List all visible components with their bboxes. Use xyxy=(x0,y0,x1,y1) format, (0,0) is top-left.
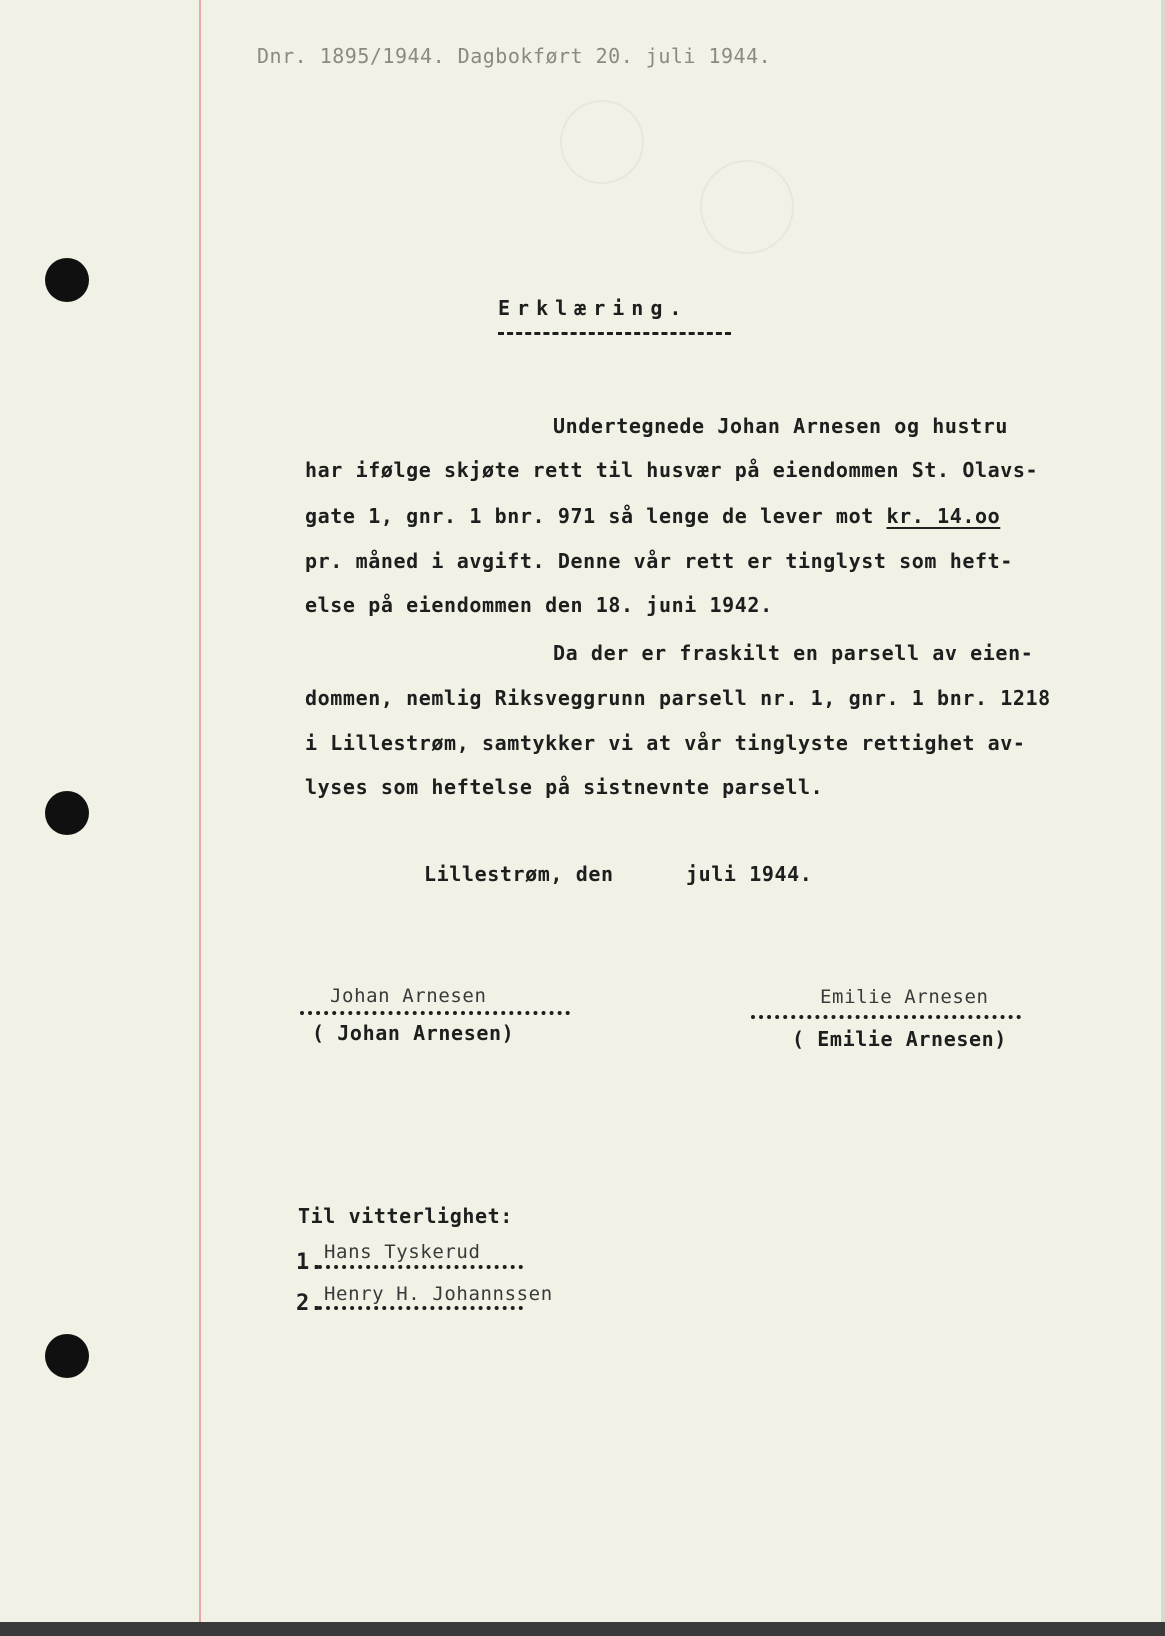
witness-2-dotted-line xyxy=(318,1306,523,1310)
paragraph-1-line-3 xyxy=(305,504,1000,528)
left-signature: Johan Arnesen xyxy=(330,985,487,1007)
faint-stamp-mark xyxy=(700,160,794,254)
paragraph-1-line-1: Undertegnede Johan Arnesen og hustru xyxy=(553,414,1009,438)
paragraph-1-line-4: pr. måned i avgift. Denne vår rett er tinglyst som heft- xyxy=(305,549,1013,573)
paragraph-2-line-1: Da der er fraskilt en parsell av eien- xyxy=(553,641,1034,665)
paragraph-1-line-3-text: gate 1, gnr. 1 bnr. 971 så lenge de lever mot xyxy=(305,504,887,528)
right-typed-name: ( Emilie Arnesen) xyxy=(792,1027,1007,1051)
date-text: juli 1944. xyxy=(686,862,813,886)
punch-hole-top xyxy=(45,258,89,302)
place-text: Lillestrøm, den xyxy=(424,862,614,886)
witness-1-number: 1. xyxy=(296,1250,324,1275)
paragraph-1-line-2: har ifølge skjøte rett til husvær på eiendommen St. Olavs- xyxy=(305,458,1039,482)
rent-amount: kr. 14.oo xyxy=(886,504,1001,528)
witness-1-signature: Hans Tyskerud xyxy=(324,1241,481,1263)
punch-hole-bottom xyxy=(45,1334,89,1378)
title-underline xyxy=(498,332,731,335)
paragraph-1-line-5: else på eiendommen den 18. juni 1942. xyxy=(305,593,773,617)
margin-rule xyxy=(199,0,201,1622)
faint-stamp-mark xyxy=(560,100,644,184)
left-signature-dotted-line xyxy=(300,1011,570,1015)
left-typed-name: ( Johan Arnesen) xyxy=(312,1021,515,1045)
registry-line: Dnr. 1895/1944. Dagbokført 20. juli 1944. xyxy=(257,44,772,68)
witness-2-signature: Henry H. Johannssen xyxy=(324,1283,553,1305)
paragraph-2-line-3: i Lillestrøm, samtykker vi at vår tinglyste rettighet av- xyxy=(305,731,1026,755)
witness-1-dotted-line xyxy=(318,1265,523,1269)
page-right-edge xyxy=(1161,0,1165,1636)
paragraph-2-line-2: dommen, nemlig Riksveggrunn parsell nr. 1, gnr. 1 bnr. 1218 xyxy=(305,686,1051,710)
scan-bottom-edge xyxy=(0,1622,1165,1636)
document-title: Erklæring. xyxy=(498,296,689,320)
right-signature: Emilie Arnesen xyxy=(820,986,989,1008)
witness-heading: Til vitterlighet: xyxy=(298,1204,513,1228)
paragraph-2-line-4: lyses som heftelse på sistnevnte parsell. xyxy=(305,775,824,799)
right-signature-dotted-line xyxy=(751,1015,1021,1019)
punch-hole-middle xyxy=(45,791,89,835)
witness-2-number: 2. xyxy=(296,1291,324,1316)
